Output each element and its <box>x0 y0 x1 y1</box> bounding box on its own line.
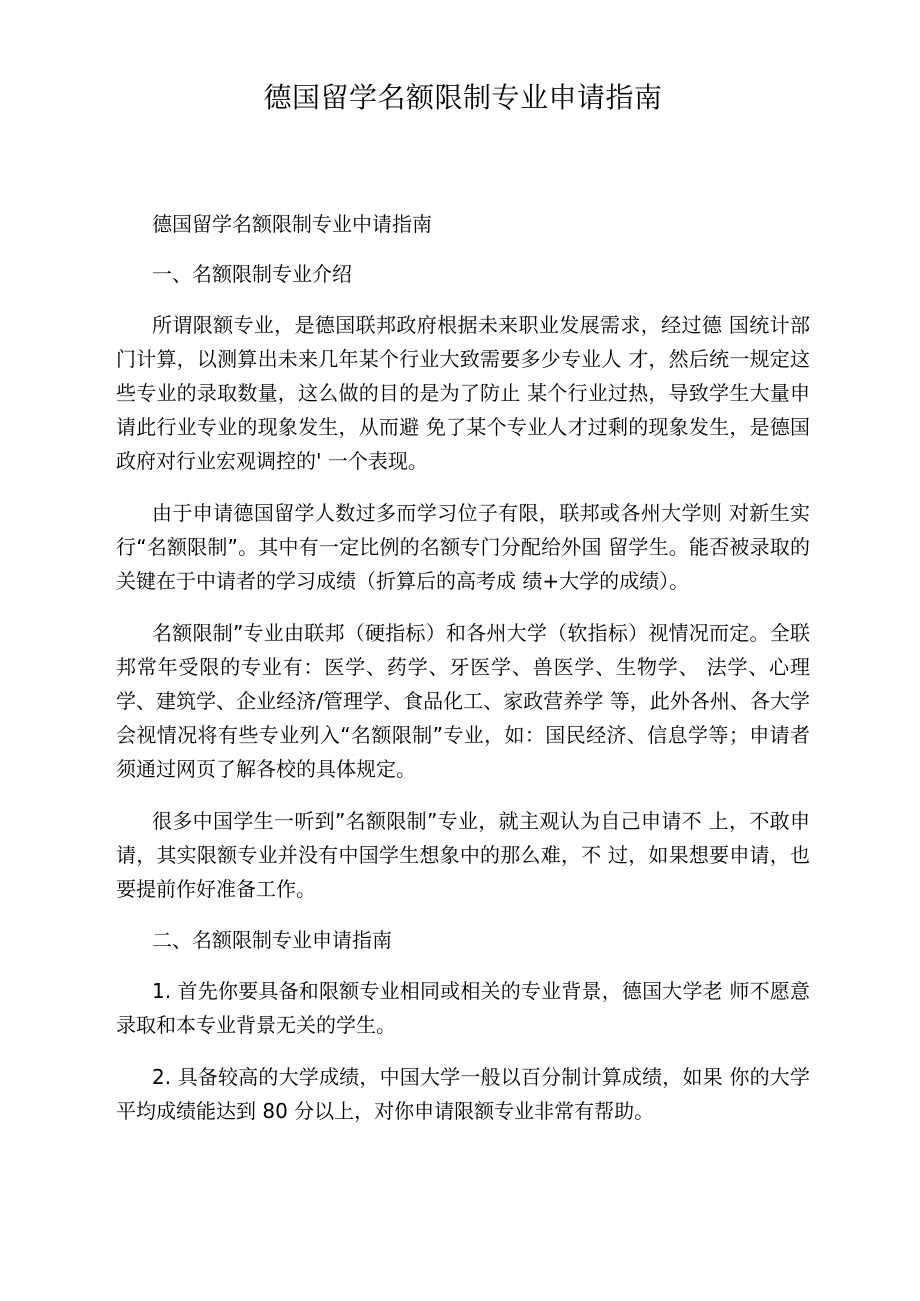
paragraph-2: 由于申请德国留学人数过多而学习位子有限，联邦或各州大学则 对新生实行“名额限制”。其中有一定比例的名额专门分配给外国 留学生。能否被录取的关键在于中请者的学习成绩（折算后的高考成 绩+大学的成绩）。 <box>116 501 810 593</box>
page-title: 德国留学名额限制专业申请指南 <box>263 81 663 114</box>
list-item-2: 2. 具备较高的大学成绩，中国大学一般以百分制计算成绩，如果 你的大学平均成绩能达到 80 分以上，对你申请限额专业非常有帮助。 <box>116 1065 810 1123</box>
section-heading-1: 一、名额限制专业介绍 <box>152 262 352 286</box>
paragraph-1: 所谓限额专业，是德国联邦政府根据未来职业发展需求，经过德 国统计部门计算，以测算出未来几年某个行业大致需要多少专业人 才，然后统一规定这些专业的录取数量，这么做的目的是为了防止 某个行业过热，导致学生大量申请此行业专业的现象发生，从而避 免了某个专业人才过剩的现象发生，是德国政府对行业宏观调控的' 一个表现。 <box>116 313 810 473</box>
document-subtitle: 德国留学名额限制专业中请指南 <box>152 212 432 236</box>
paragraph-4: 很多中国学生一听到”名额限制”专业，就主观认为自己申请不 上，不敢申请，其实限额专业并没有中国学生想象中的那么难，不 过，如果想要申请，也要提前作好准备工作。 <box>116 809 810 901</box>
list-item-1: 1. 首先你要具备和限额专业相同或相关的专业背景，德国大学老 师不愿意录取和本专业背景无关的学生。 <box>116 979 810 1037</box>
paragraph-3: 名额限制”专业由联邦（硬指标）和各州大学（软指标）视情况而定。全联邦常年受限的专业有：医学、药学、牙医学、兽医学、生物学、 法学、心理学、建筑学、企业经济/管理学、食品化工、家政营养学 等，此外各州、各大学会视情况将有些专业列入“名额限制”专业，如：国民经济、信息学等；申请者须通过网页了解各校的具体规定。 <box>116 621 810 781</box>
section-heading-2: 二、名额限制专业申请指南 <box>152 928 392 952</box>
